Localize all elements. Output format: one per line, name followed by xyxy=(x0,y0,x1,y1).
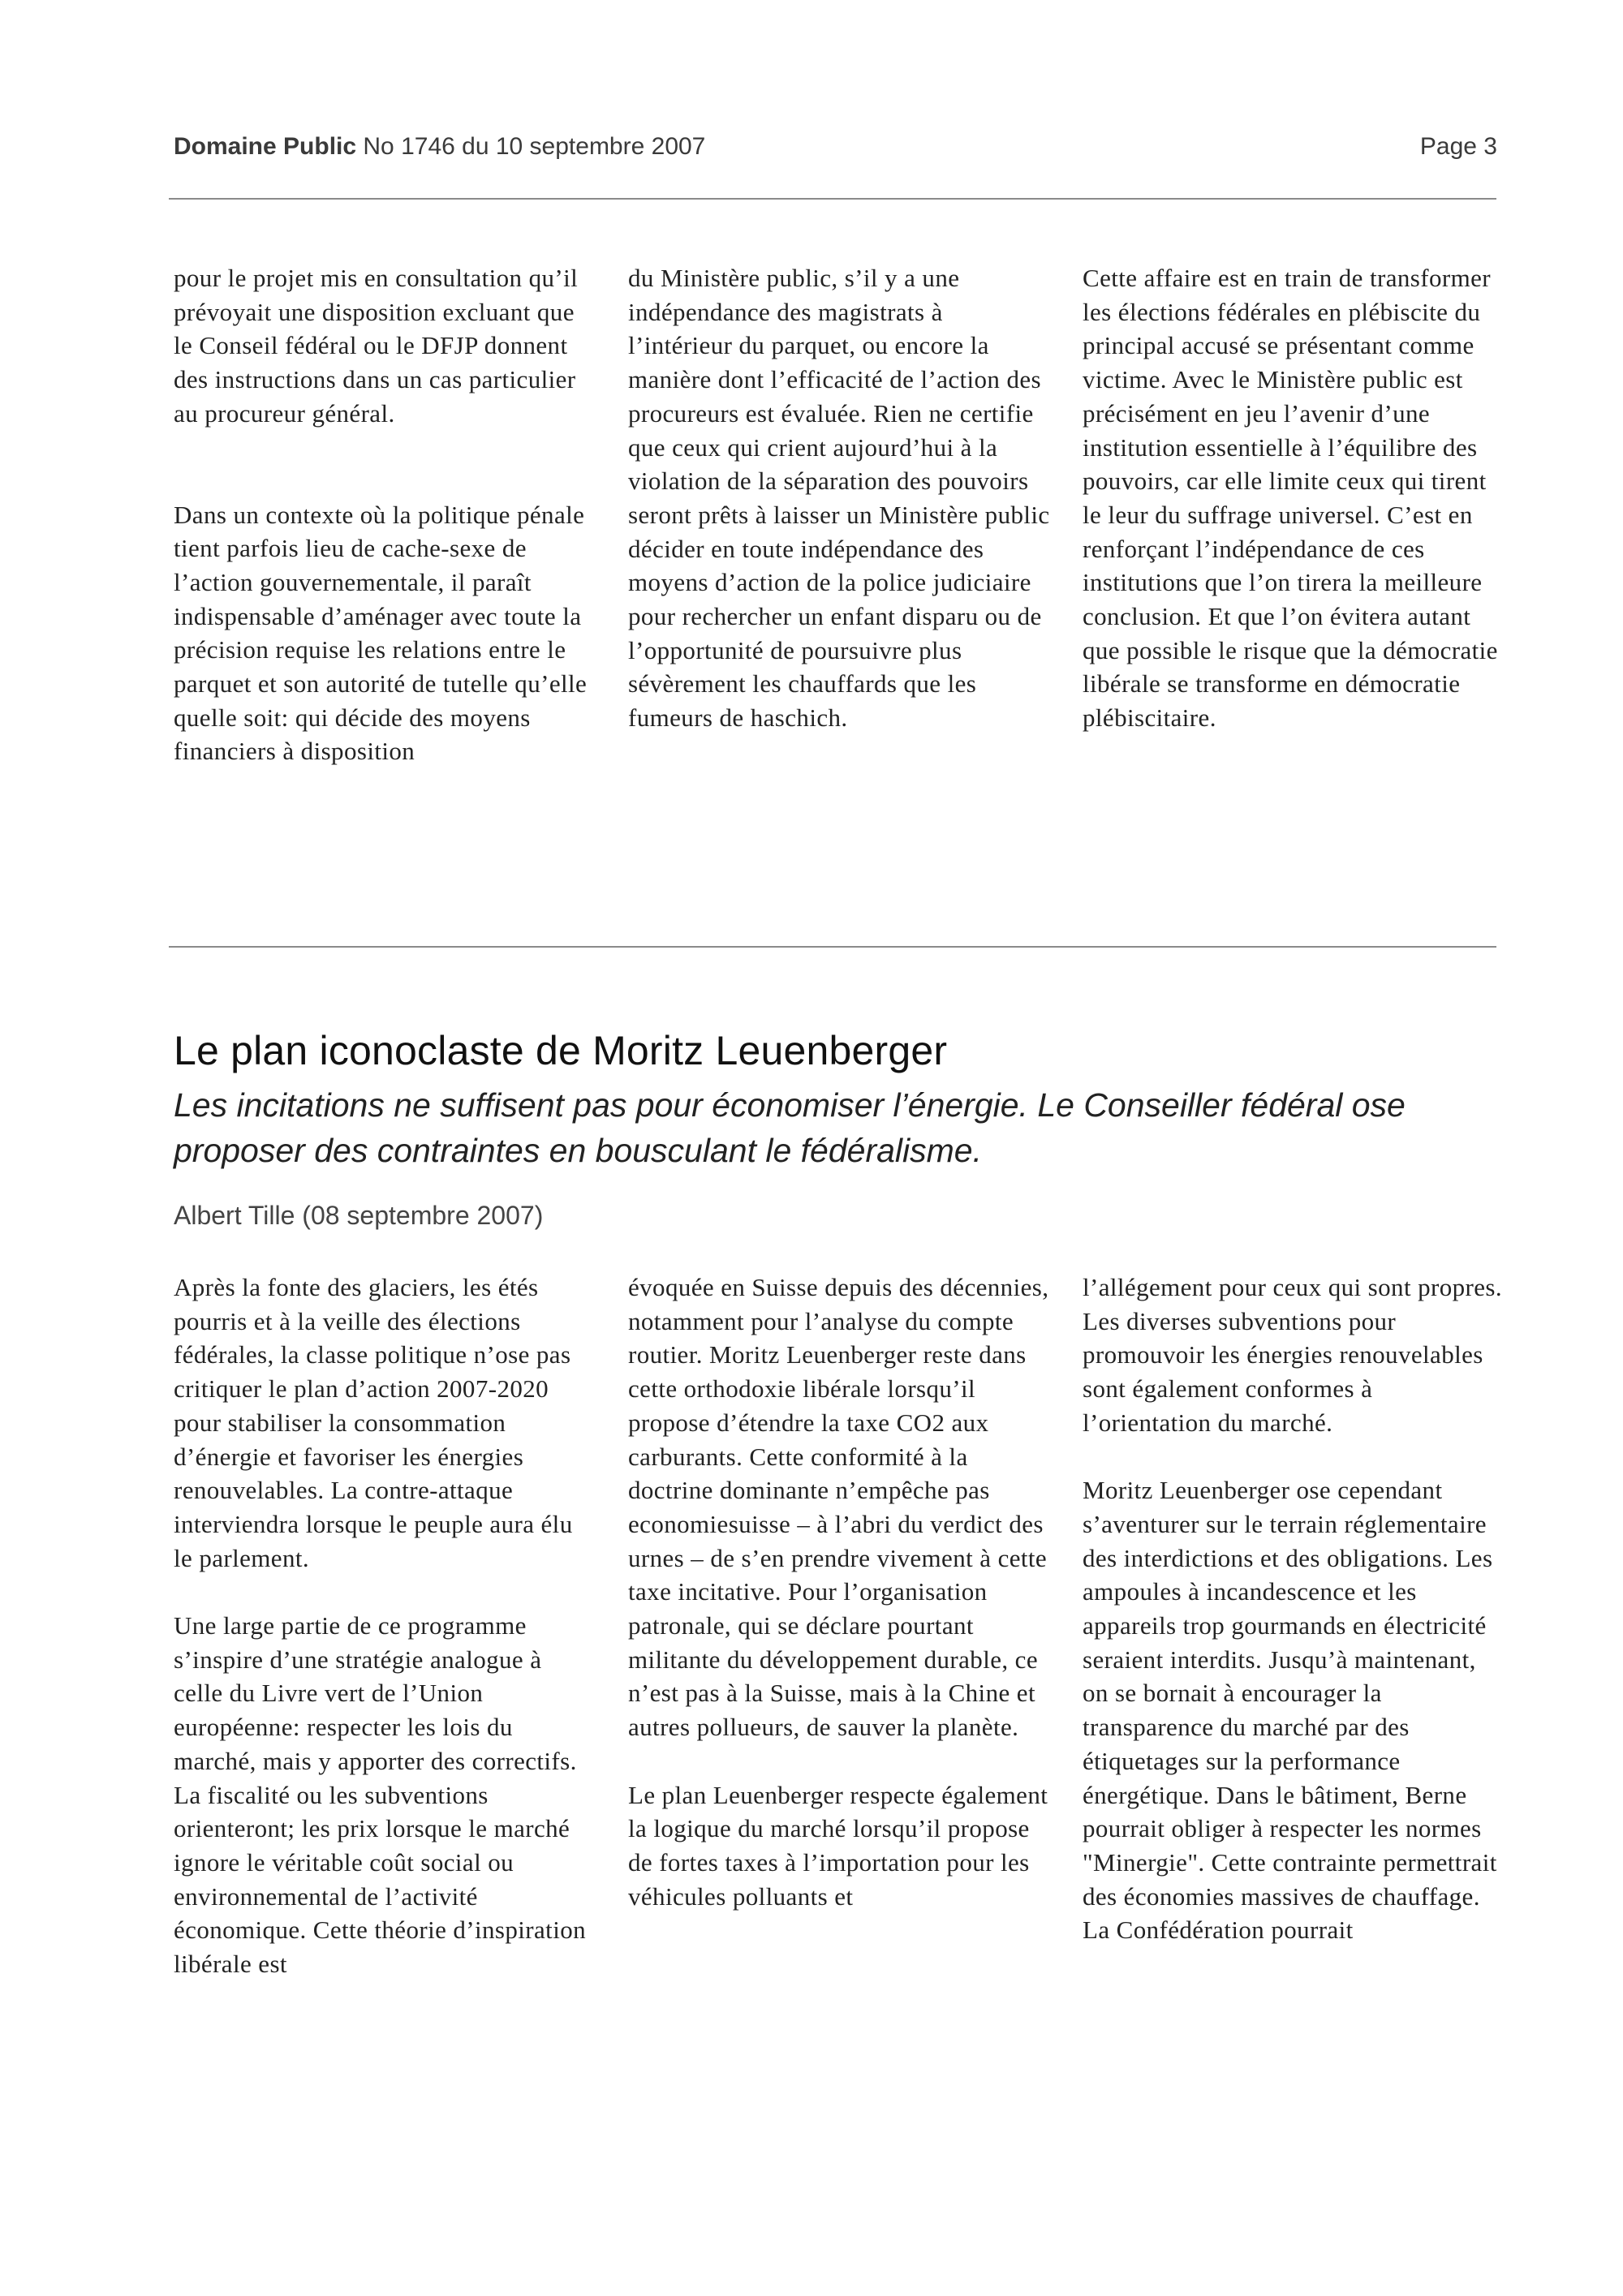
paragraph: l’allégement pour ceux qui sont propres. Les diverses subventions pour promouvoir les énergies renouvelables sont également conformes à l’orientation du marché. xyxy=(1083,1273,1503,1437)
previous-article-column-1 xyxy=(174,261,596,802)
previous-article-column-3 xyxy=(1083,261,1505,802)
page-header xyxy=(174,133,1497,175)
paragraph: pour le projet mis en consultation qu’il prévoyait une disposition excluant que le Conseil fédéral ou le DFJP donnent des instructions dans un cas particulier au procureur général. xyxy=(174,264,579,428)
paragraph: Le plan Leuenberger respecte également la logique du marché lorsqu’il propose de fortes taxes à l’importation pour les véhicules polluants et xyxy=(628,1780,1048,1911)
paragraph: du Ministère public, s’il y a une indépendance des magistrats à l’intérieur du parquet, ou encore la manière dont l’efficacité de l’action des procureurs est évaluée. Rien ne certifie que ceux qui crient aujourd’hui à la violation de la séparation des pouvoirs seront prêts à laisser un Ministère public décider en toute indépendance des moyens d’action de la police judiciaire pour rechercher un enfant disparu ou de l’opportunité de poursuivre plus sévèrement les chauffards que les fumeurs de haschich. xyxy=(628,264,1050,733)
issue-info: No 1746 du 10 septembre 2007 xyxy=(363,133,706,160)
article-column-2 xyxy=(628,1271,1050,2014)
paragraph: Cette affaire est en train de transformer les élections fédérales en plébiscite du principal accusé se présentant comme victime. Avec le Ministère public est précisément en jeu l’avenir d’une institution essentielle à l’équilibre des pouvoirs, car elle limite ceux qui tirent le leur du suffrage universel. C’est en renforçant l’indépendance de ces institutions que l’on tirera la meilleure conclusion. Et que l’on évitera autant que possible le risque que la démocratie libérale se transforme en démocratie plébiscitaire. xyxy=(1083,264,1498,733)
publication-name: Domaine Public xyxy=(174,133,357,160)
paragraph: Dans un contexte où la politique pénale tient parfois lieu de cache-sexe de l’action gouvernementale, il paraît indispensable d’aménager avec toute la précision requise les relations entre le parquet et son autorité de tutelle qu’elle quelle soit: qui décide des moyens financiers à disposition xyxy=(174,500,588,766)
page-number: Page 3 xyxy=(1419,133,1497,160)
article-byline: Albert Tille (08 septembre 2007) xyxy=(174,1201,544,1230)
paragraph: Après la fonte des glaciers, les étés pourris et à la veille des élections fédérales, la classe politique n’ose pas critiquer le plan d’action 2007-2020 pour stabiliser la consommation d’énergie et favoriser les énergies renouvelables. La contre-attaque interviendra lorsque le peuple aura élu le parlement. xyxy=(174,1273,573,1572)
paragraph: Une large partie de ce programme s’inspire d’une stratégie analogue à celle du Livre vert de l’Union européenne: respecter les lois du marché, mais y apporter des correctifs. La fiscalité ou les subventions orienteront; les prix lorsque le marché ignore le véritable coût social ou environnemental de l’activité économique. Cette théorie d’inspiration libérale est xyxy=(174,1611,587,1979)
paragraph: évoquée en Suisse depuis des décennies, notamment pour l’analyse du compte routier. Moritz Leuenberger reste dans cette orthodoxie libérale lorsqu’il propose d’étendre la taxe CO2 aux carburants. Cette conformité à la doctrine dominante n’empêche pas economiesuisse – à l’abri du verdict des urnes – de s’en prendre vivement à cette taxe incitative. Pour l’organisation patronale, qui se déclare pourtant militante du développement durable, ce n’est pas à la Suisse, mais à la Chine et autres pollueurs, de sauver la planète. xyxy=(628,1273,1049,1742)
article-subtitle: Les incitations ne suffisent pas pour économiser l’énergie. Le Conseiller fédéral ose proposer des contraintes en bousculant le fédéralisme. xyxy=(174,1086,1406,1169)
header-divider xyxy=(169,198,1496,200)
article-title: Le plan iconoclaste de Moritz Leuenberger xyxy=(174,1028,948,1073)
previous-article-column-2 xyxy=(628,261,1050,802)
previous-article-body xyxy=(174,261,1505,802)
article-body xyxy=(174,1271,1505,2014)
article-column-1 xyxy=(174,1271,596,2014)
article-column-3 xyxy=(1083,1271,1505,2014)
paragraph: Moritz Leuenberger ose cependant s’aventurer sur le terrain réglementaire des interdictions et des obligations. Les ampoules à incandescence et les appareils trop gourmands en électricité seraient interdits. Jusqu’à maintenant, on se bornait à encourager la transparence du marché par des étiquetages sur la performance énergétique. Dans le bâtiment, Berne pourrait obliger à respecter les normes "Minergie". Cette contrainte permettrait des économies massives de chauffage. La Confédération pourrait xyxy=(1083,1476,1497,1945)
article-divider xyxy=(169,946,1496,948)
